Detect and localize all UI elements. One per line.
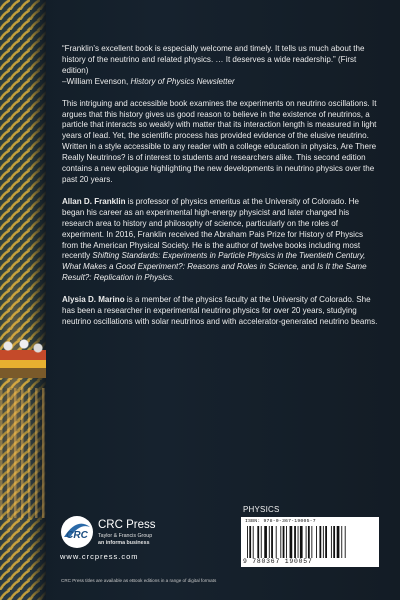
author-bio-franklin: Allan D. Franklin is professor of physics emeritus at the University of Colorado. He began his career as an experimental high-energy physicist and later changed his research area to history and philosophy of science, particularly on the roles of experiment. In 2016, Franklin received the Abraham Pais Prize for History of Physics from the American Physical Society. He is the author of twelve books including most recently Shifting Standards: Experiments in Particle Physics in the Twentieth Century, What Makes a Good Experiment?: Reasons and Roles in Science, and Is It the Same Result?: Replication in Physics. xyxy=(62,196,367,283)
blurb-column xyxy=(62,44,380,339)
cover-photo-strip xyxy=(0,0,46,600)
book-titles-2: Is It the Same Result?: Replication in Physics. xyxy=(62,262,367,283)
author-name-marino: Alysia D. Marino xyxy=(62,295,125,305)
publisher-group: Taylor & Francis Group xyxy=(98,533,153,539)
quote-source: History of Physics Newsletter xyxy=(130,76,235,86)
publisher-informa: an informa business xyxy=(98,540,150,546)
crc-press-logo-icon xyxy=(60,515,94,549)
author-bio-marino: Alysia D. Marino is a member of the physics faculty at the University of Colorado. She has been a researcher in experimental neutrino physics for over 20 years, studying neutrino oscillations with solar neutrinos and with accelerator-generated neutrino beams. xyxy=(62,295,378,326)
publisher-url: www.crcpress.com xyxy=(60,552,139,561)
svg-text:CRC: CRC xyxy=(66,530,88,541)
photo-water-reflection xyxy=(0,388,46,518)
publisher-block xyxy=(60,515,220,565)
barcode-bars xyxy=(245,526,375,558)
quote-attribution: –William Evenson, History of Physics Newsletter xyxy=(62,76,235,86)
quote-text: “Franklin’s excellent book is especially welcome and timely. It tells us much about the history of the neutrino and related physics. … It deserves a wide readership.” (First edition) xyxy=(62,44,365,75)
author-name-franklin: Allan D. Franklin xyxy=(62,196,126,206)
ebook-availability-note: CRC Press titles are available as eBook editions in a range of digital formats xyxy=(61,578,217,583)
barcode-digits: 9 780367 190057 xyxy=(243,558,313,565)
isbn-barcode xyxy=(241,517,379,567)
book-titles-1: Shifting Standards: Experiments in Particle Physics in the Twentieth Century, What Makes a Good Experiment?: Reasons and Roles in Science, xyxy=(62,251,366,272)
photo-boat-people xyxy=(0,338,46,378)
review-quote xyxy=(62,44,380,88)
isbn-number: ISBN: 978-0-367-19005-7 xyxy=(245,519,316,524)
publisher-name: CRC Press xyxy=(98,519,156,531)
subject-category: PHYSICS xyxy=(243,505,280,514)
book-description: This intriguing and accessible book examines the experiments on neutrino oscillations. It argues that this history gives us good reason to believe in the existence of neutrinos, a particle that interacts so weakly with matter that its interaction length is measured in light years of lead. Yet, the scientific process has provided evidence of the elusive neutrino. Written in a style accessible to any reader with a college education in physics, Are There Really Neutrinos? is of interest to students and researchers alike. This second edition contains a new epilogue highlighting the new developments in neutrino physics over the past 20 years. xyxy=(62,98,377,184)
